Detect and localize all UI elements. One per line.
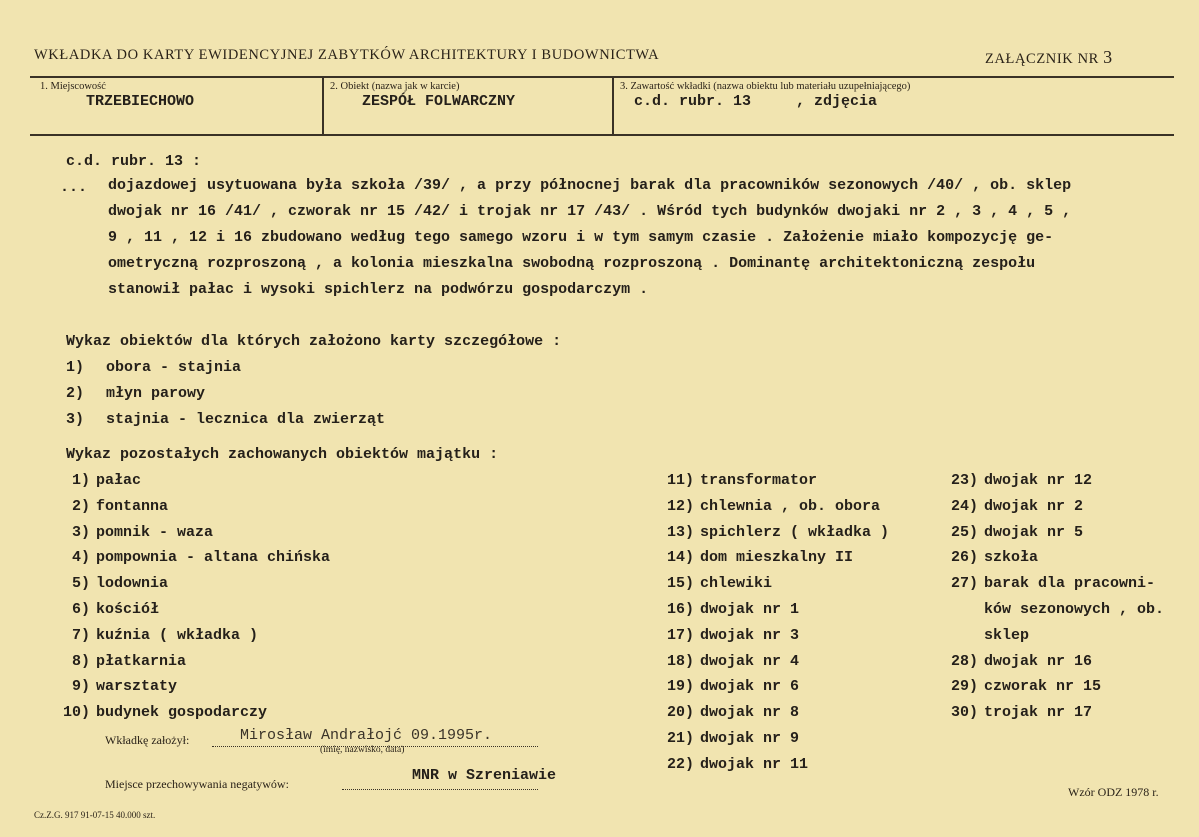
form-title: WKŁADKA DO KARTY EWIDENCYJNEJ ZABYTKÓW ARCHITEKTURY I BUDOWNICTWA [34,47,660,63]
list1-item [66,359,242,376]
list2-item [652,627,799,644]
list-number: 29) [950,678,978,696]
list-text: budynek gospodarczy [96,704,268,722]
list2-item [56,549,330,566]
list-number: 25) [950,523,978,541]
list-number: 28) [950,652,978,670]
paragraph-line-2: dwojak nr 16 /41/ , czworak nr 15 /42/ i trojak nr 17 /43/ . Wśród tych budynków dwojaki nr 2 , 3 , 4 , 5 , [108,203,1072,220]
list-number: 22) [666,755,694,773]
list2-item [56,704,267,721]
attachment-label: ZAŁĄCZNIK NR [985,51,1099,67]
list2-item [652,704,799,721]
list-number: 9) [71,678,90,696]
list-text: młyn parowy [106,385,206,402]
list-text: dwojak nr 9 [700,730,800,747]
storage-line [342,789,538,790]
ellipsis-marker: ... [60,179,88,196]
list1-item [66,385,206,402]
list1-heading: Wykaz obiektów dla których założono karty szczegółowe : [66,333,562,350]
list-text: spichlerz ( wkładka ) [700,523,890,541]
list-text: dwojak nr 12 [984,472,1093,489]
list-number: 16) [666,601,694,618]
list2-item [652,756,808,773]
list-number: 13) [666,523,694,541]
list-number: 6) [71,601,90,618]
list-number: 12) [666,497,694,515]
field-divider-2 [612,78,614,134]
list-text: dwojak nr 11 [700,755,809,773]
list2-item [936,601,1164,618]
list-text: dwojak nr 2 [984,497,1084,515]
attachment-number-value: 3 [1103,47,1113,67]
list-number: 2) [66,385,85,402]
list-text: dwojak nr 4 [700,652,800,670]
header-rule-bottom [30,134,1174,136]
storage-value: MNR w Szreniawie [412,767,557,784]
list2-item [652,678,799,695]
list-number: 30) [950,704,978,722]
field-3-label: 3. Zawartość wkładki (nazwa obiektu lub materiału uzupełniającego) [620,81,911,92]
list2-item [936,575,1155,592]
list2-item [652,575,772,592]
field-3-value: c.d. rubr. 13 , zdjęcia [634,93,878,110]
list2-item [936,704,1092,721]
list-number: 17) [666,626,694,644]
list-text: transformator [700,472,818,489]
list-number: 1) [71,472,90,489]
list2-item [652,730,799,747]
author-label: Wkładkę założył: [105,733,190,747]
list2-item [936,627,1029,644]
list2-item [56,601,159,618]
list2-item [56,627,258,644]
list2-item [936,498,1083,515]
list2-heading: Wykaz pozostałych zachowanych obiektów majątku : [66,446,499,463]
list-text: stajnia - lecznica dla zwierząt [106,411,386,428]
list-text: dwojak nr 3 [700,626,800,644]
field-1-label: 1. Miejscowość [40,81,106,92]
list-text: sklep [984,626,1030,644]
list2-item [652,498,880,515]
list-text: lodownia [96,575,169,593]
list2-item [936,524,1083,541]
list-text: kościół [96,601,160,618]
header-rule-top [30,76,1174,78]
list-number: 5) [71,575,90,593]
list-text: trojak nr 17 [984,704,1093,722]
list-text: płatkarnia [96,652,187,670]
list-text: kuźnia ( wkładka ) [96,626,259,644]
list-number: 18) [666,652,694,670]
list2-item [56,498,168,515]
form-id: Wzór ODZ 1978 r. [1068,785,1159,799]
list-number: 4) [71,549,90,567]
list2-item [56,678,177,695]
list-number: 11) [666,472,694,489]
list-number: 1) [66,359,85,376]
attachment-number [985,47,1113,68]
list-text: dom mieszkalny II [700,549,854,567]
list-text: szkoła [984,549,1039,567]
list1-item [66,411,386,428]
list2-item [936,653,1092,670]
list-number: 14) [666,549,694,567]
list-text: ków sezonowych , ob. [984,601,1165,618]
list-text: barak dla pracowni- [984,575,1156,593]
field-1-value: TRZEBIECHOWO [86,93,195,110]
list2-item [56,524,213,541]
list-text: dwojak nr 5 [984,523,1084,541]
paragraph-line-1: dojazdowej usytuowana była szkoła /39/ , a przy północnej barak dla pracowników sezonowych /40/ , ob. sklep [108,177,1072,194]
list-text: obora - stajnia [106,359,242,376]
list2-item [56,653,186,670]
list2-item [56,472,141,489]
paragraph-line-5: stanowił pałac i wysoki spichlerz na podwórzu gospodarczym . [108,281,649,298]
list2-item [652,472,817,489]
list-text: pompownia - altana chińska [96,549,331,567]
list-number: 26) [950,549,978,567]
list-number: 19) [666,678,694,696]
list-text: dwojak nr 16 [984,652,1093,670]
field-2-label: 2. Obiekt (nazwa jak w karcie) [330,81,460,92]
list2-item [652,549,853,566]
list-number: 24) [950,497,978,515]
list2-item [936,549,1038,566]
list-number: 3) [66,411,85,428]
list-text: warsztaty [96,678,178,696]
list-text: pomnik - waza [96,523,214,541]
list2-item [936,472,1092,489]
print-info: Cz.Z.G. 917 91-07-15 40.000 szt. [34,810,156,820]
list-number: 21) [666,730,694,747]
list-text: chlewnia , ob. obora [700,497,881,515]
list-number: 7) [71,626,90,644]
list-text: dwojak nr 6 [700,678,800,696]
paragraph-line-3: 9 , 11 , 12 i 16 zbudowano według tego samego wzoru i w tym samym czasie . Założenie miało kompozycję ge- [108,229,1054,246]
list-text: pałac [96,472,142,489]
list-number: 10) [62,704,90,722]
list-text: chlewiki [700,575,773,593]
storage-label: Miejsce przechowywania negatywów: [105,777,289,791]
field-2-value: ZESPÓŁ FOLWARCZNY [362,93,516,110]
list-text: fontanna [96,497,169,515]
list2-item [652,524,889,541]
list-text: czworak nr 15 [984,678,1102,696]
list-number: 2) [71,497,90,515]
paragraph-line-4: ometryczną rozproszoną , a kolonia mieszkalna swobodną rozproszoną . Dominantę architektoniczną zespołu [108,255,1036,272]
list-number: 3) [71,523,90,541]
author-hint: (imię, nazwisko, data) [320,745,405,755]
list2-item [652,653,799,670]
list-number: 8) [71,652,90,670]
list-text: dwojak nr 8 [700,704,800,722]
list2-item [936,678,1101,695]
list-text: dwojak nr 1 [700,601,800,618]
list2-item [56,575,168,592]
continuation-heading: c.d. rubr. 13 : [66,153,202,170]
author-value: Mirosław Andrałojć 09.1995r. [240,727,493,744]
list-number: 23) [950,472,978,489]
list2-item [652,601,799,618]
field-divider-1 [322,78,324,134]
list-number: 20) [666,704,694,722]
list-number: 15) [666,575,694,593]
list-number: 27) [950,575,978,593]
